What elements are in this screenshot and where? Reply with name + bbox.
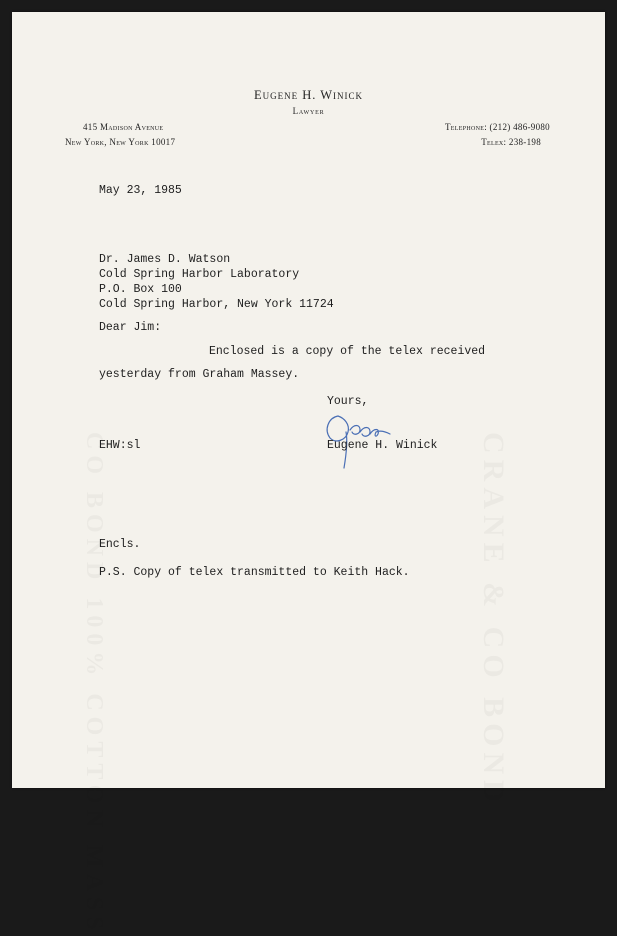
closing: Yours, — [327, 395, 369, 408]
letterhead-name: Eugene H. Winick — [253, 88, 364, 102]
recipient-line: Dr. James D. Watson — [99, 253, 231, 266]
salutation: Dear Jim: — [99, 321, 162, 334]
letterhead-telex: Telex: 238-198 — [481, 137, 541, 147]
recipient-line: Cold Spring Harbor, New York 11724 — [99, 298, 334, 311]
letterhead-title: Lawyer — [292, 106, 325, 116]
reference-initials: EHW:sl — [99, 439, 141, 452]
postscript: P.S. Copy of telex transmitted to Keith Hack. — [99, 566, 410, 579]
watermark-right — [476, 432, 510, 808]
watermark-left — [80, 432, 107, 936]
body-line-1: Enclosed is a copy of the telex received — [209, 345, 486, 358]
body-line-2: yesterday from Graham Massey. — [99, 368, 300, 381]
enclosures-note: Encls. — [99, 538, 141, 551]
letterhead-address-line2: New York, New York 10017 — [65, 137, 176, 147]
signature-name: Eugene H. Winick — [327, 439, 438, 452]
letter-date: May 23, 1985 — [99, 184, 182, 197]
letterhead-address-line1: 415 Madison Avenue — [83, 122, 164, 132]
letter-page — [12, 12, 605, 788]
letterhead-telephone: Telephone: (212) 486-9080 — [445, 122, 550, 132]
recipient-line: Cold Spring Harbor Laboratory — [99, 268, 300, 281]
recipient-line: P.O. Box 100 — [99, 283, 182, 296]
